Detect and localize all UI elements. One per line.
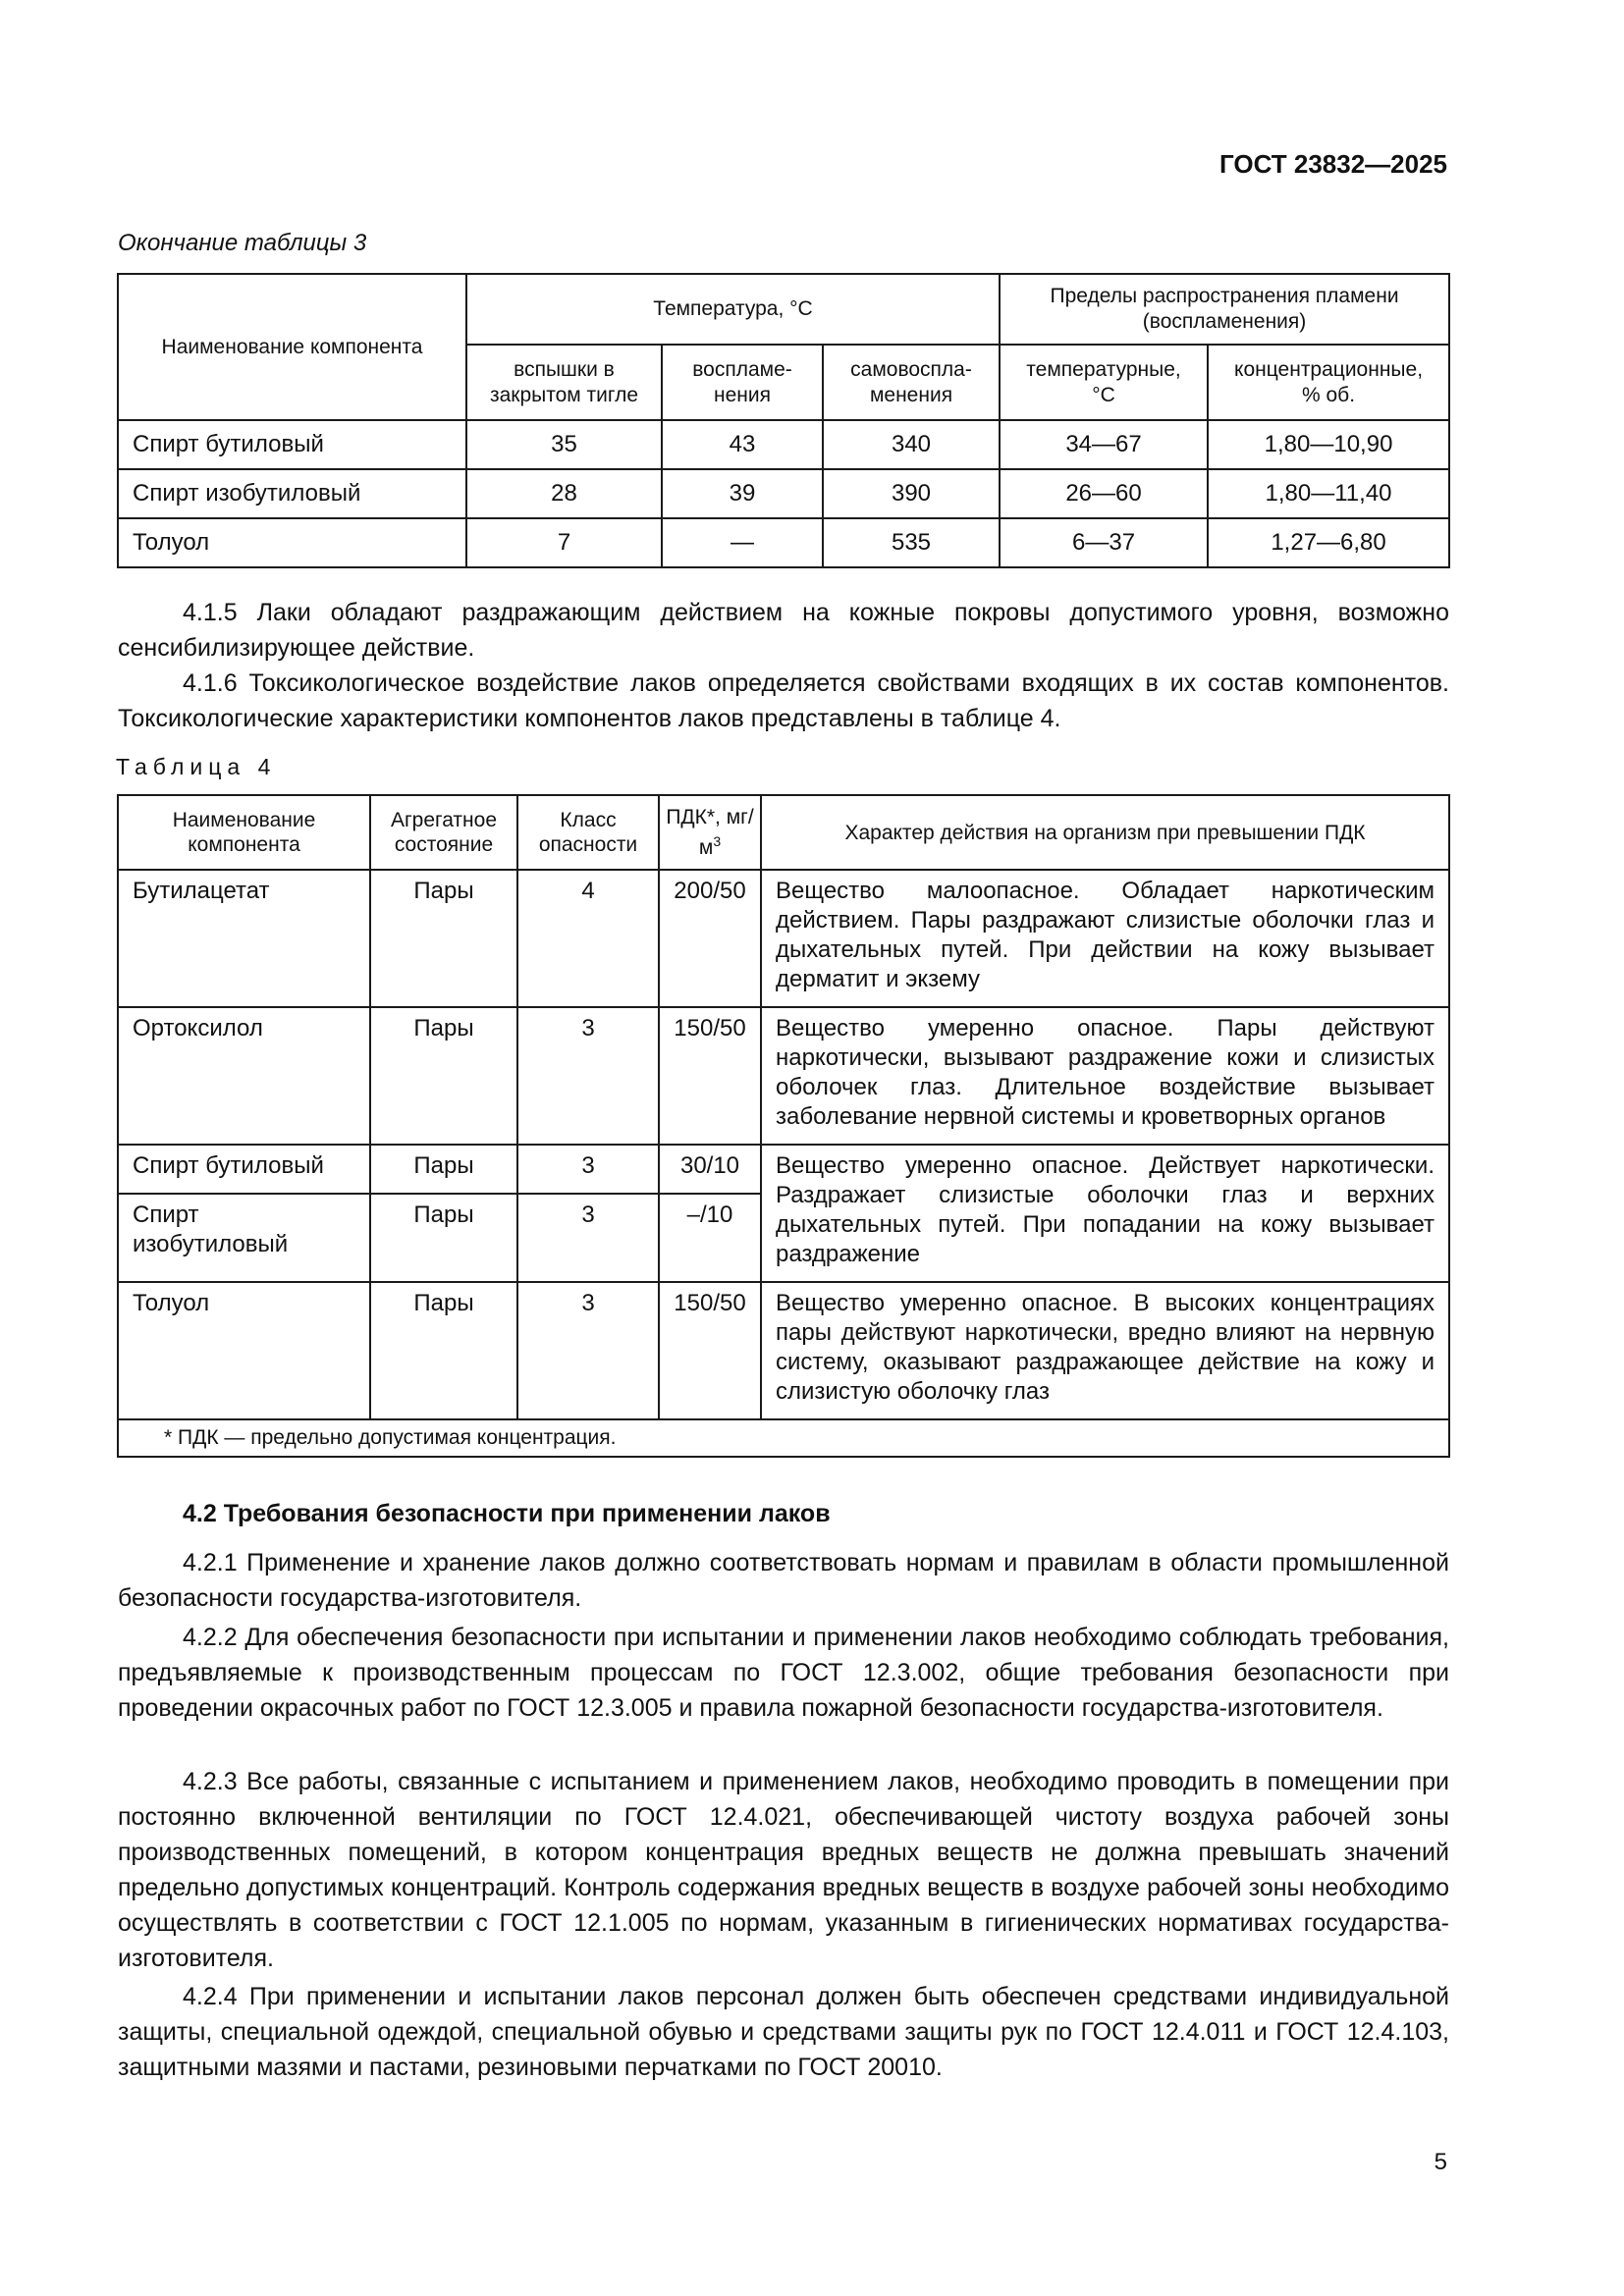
table4 <box>117 794 1450 1458</box>
table4-header-effect: Характер действия на организм при превышении ПДК <box>761 795 1449 870</box>
paragraph-4-2-1: 4.2.1 Применение и хранение лаков должно соответствовать нормам и правилам в области промышленной безопасности государства-изготовителя. <box>118 1549 1449 1612</box>
table3-cell-temp: 34—67 <box>1000 420 1208 469</box>
table4-cell-pdk: 150/50 <box>659 1282 761 1419</box>
table4-cell-pdk: –/10 <box>659 1194 761 1282</box>
table3-cell-temp: 26—60 <box>1000 469 1208 518</box>
table3-cell-name: Спирт изобутиловый <box>118 469 466 518</box>
table4-cell-state: Пары <box>370 1145 517 1194</box>
table4-cell-effect: Вещество умеренно опасное. Действует наркотически. Раздражает слизистые оболочки глаз и верхних дыхательных путей. При попадании на кожу вызывает раздражение <box>761 1145 1449 1282</box>
table3-cell-flash: 7 <box>466 518 662 567</box>
table4-cell-name: Бутилацетат <box>118 870 370 1007</box>
table3 <box>117 273 1450 568</box>
table3-cell-conc: 1,80—10,90 <box>1208 420 1449 469</box>
table4-cell-effect: Вещество умеренно опасное. Пары действуют наркотически, вызывают раздражение кожи и слизистых оболочек глаз. Длительное воздействие вызывает заболевание нервной системы и кроветворных органов <box>761 1007 1449 1145</box>
table3-cell-conc: 1,27—6,80 <box>1208 518 1449 567</box>
table-row <box>118 420 1449 469</box>
paragraph-4-2-4: 4.2.4 При применении и испытании лаков персонал должен быть обеспечен средствами индивидуальной защиты, специальной одеждой, специальной обувью и средствами защиты рук по ГОСТ 12.4.011 и ГОСТ 12.4.103, защитными мазями и пастами, резиновыми перчатками по ГОСТ 20010. <box>118 1983 1449 2081</box>
table-row <box>118 469 1449 518</box>
table3-caption: Окончание таблицы 3 <box>118 230 367 256</box>
section-4-2-title: 4.2 Требования безопасности при применении лаков <box>183 1500 831 1527</box>
table4-cell-state: Пары <box>370 1007 517 1145</box>
table4-footnote: * ПДК — предельно допустимая концентрация. <box>118 1419 1449 1457</box>
table4-cell-name: Спирт бутиловый <box>118 1145 370 1194</box>
table4-cell-name: Спирт изобутиловый <box>118 1194 370 1282</box>
table3-cell-flash: 28 <box>466 469 662 518</box>
paragraph-4-1-6: 4.1.6 Токсикологическое воздействие лаков определяется свойствами входящих в их состав компонентов. Токсикологические характеристики компонентов лаков представлены в таблице 4. <box>118 669 1449 732</box>
table4-cell-pdk: 30/10 <box>659 1145 761 1194</box>
table3-cell-flash: 35 <box>466 420 662 469</box>
table4-cell-hazard: 3 <box>517 1282 659 1419</box>
table4-header-state: Агрегатное состояние <box>370 795 517 870</box>
table3-cell-name: Толуол <box>118 518 466 567</box>
table3-header-autoignition: самовоспла-менения <box>823 345 1000 420</box>
table3-header-limits: Пределы распространения пламени (воспламенения) <box>1000 274 1449 345</box>
table4-header-component: Наименование компонента <box>118 795 370 870</box>
table3-header-component: Наименование компонента <box>118 274 466 420</box>
paragraph-4-1-5: 4.1.5 Лаки обладают раздражающим действием на кожные покровы допустимого уровня, возможно сенсибилизирующее действие. <box>118 599 1449 662</box>
page-number: 5 <box>1434 2149 1447 2175</box>
table4-cell-state: Пары <box>370 870 517 1007</box>
table3-cell-temp: 6—37 <box>1000 518 1208 567</box>
table3-cell-auto: 390 <box>823 469 1000 518</box>
table4-caption: Таблица 4 <box>116 754 277 779</box>
table4-cell-hazard: 4 <box>517 870 659 1007</box>
paragraph-4-2-3: 4.2.3 Все работы, связанные с испытанием и применением лаков, необходимо проводить в помещении при постоянно включенной вентиляции по ГОСТ 12.4.021, обеспечивающей чистоту воздуха рабочей зоны производственных помещений, в котором концентрация вредных веществ не должна превышать значений предельно допустимых концентраций. Контроль содержания вредных веществ в воздухе рабочей зоны необходимо осуществлять в соответствии с ГОСТ 12.1.005 по нормам, указанным в гигиенических нормативах государства-изготовителя. <box>118 1768 1449 1972</box>
paragraph-4-2-2: 4.2.2 Для обеспечения безопасности при испытании и применении лаков необходимо соблюдать требования, предъявляемые к производственным процессам по ГОСТ 12.3.002, общие требования безопасности при проведении окрасочных работ по ГОСТ 12.3.005 и правила пожарной безопасности государства-изготовителя. <box>118 1624 1449 1722</box>
document-code: ГОСТ 23832—2025 <box>1219 149 1447 179</box>
table4-header-hazard: Класс опасности <box>517 795 659 870</box>
table4-cell-pdk: 150/50 <box>659 1007 761 1145</box>
table-row <box>118 1145 1449 1194</box>
table4-cell-effect: Вещество умеренно опасное. В высоких концентрациях пары действуют наркотически, вредно влияют на нервную систему, оказывают раздражающее действие на кожу и слизистую оболочку глаз <box>761 1282 1449 1419</box>
table3-cell-conc: 1,80—11,40 <box>1208 469 1449 518</box>
table4-cell-hazard: 3 <box>517 1194 659 1282</box>
table4-cell-hazard: 3 <box>517 1007 659 1145</box>
table4-cell-state: Пары <box>370 1194 517 1282</box>
table4-header-pdk-sup: 3 <box>713 833 722 849</box>
table4-cell-name: Толуол <box>118 1282 370 1419</box>
table3-cell-ignition: 39 <box>662 469 823 518</box>
table3-cell-auto: 340 <box>823 420 1000 469</box>
table3-header-temp-limits: температурные, °С <box>1000 345 1208 420</box>
table4-cell-effect: Вещество малоопасное. Обладает наркотическим действием. Пары раздражают слизистые оболочки глаз и дыхательных путей. При действии на кожу вызывает дерматит и экзему <box>761 870 1449 1007</box>
table4-cell-name: Ортоксилол <box>118 1007 370 1145</box>
table3-header-ignition: воспламе-нения <box>662 345 823 420</box>
table4-cell-state: Пары <box>370 1282 517 1419</box>
table3-cell-ignition: — <box>662 518 823 567</box>
table3-header-conc-limits: концентрационные, % об. <box>1208 345 1449 420</box>
table3-cell-name: Спирт бутиловый <box>118 420 466 469</box>
table4-cell-hazard: 3 <box>517 1145 659 1194</box>
table4-header-pdk-text: ПДК*, мг/м <box>666 806 754 859</box>
table4-header-pdk <box>659 795 761 870</box>
table-row <box>118 518 1449 567</box>
table-row <box>118 1282 1449 1419</box>
table4-cell-pdk: 200/50 <box>659 870 761 1007</box>
table3-header-flash: вспышки в закрытом тигле <box>466 345 662 420</box>
table3-cell-auto: 535 <box>823 518 1000 567</box>
table3-cell-ignition: 43 <box>662 420 823 469</box>
table3-header-temperature: Температура, °С <box>466 274 1000 345</box>
table-row <box>118 1007 1449 1145</box>
table-row <box>118 870 1449 1007</box>
